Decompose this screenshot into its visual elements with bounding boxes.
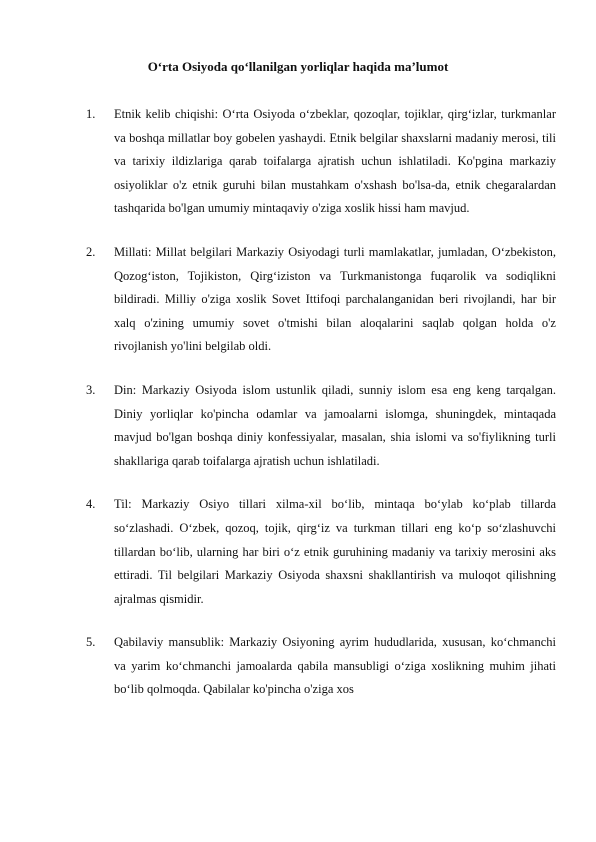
list-item-text: Til: Markaziy Osiyo tillari xilma-xil bo‘lib, mintaqa bo‘ylab ko‘plab tillarda so‘zlashadi. O‘zbek, qozoq, tojik, qirg‘iz va turkman tillari eng ko‘p so‘zlashuvchi tillardan bo‘lib, ularning har biri o‘z etnik guruhining madaniy va tarixiy merosini aks ettiradi. Til belgilari Markaziy Osiyoda shaxsni shakllantirish va muloqot qilishning ajralmas qismidir. [114, 497, 556, 606]
list-item [86, 631, 556, 702]
list-item-text: Qabilaviy mansublik: Markaziy Osiyoning ayrim hududlarida, xususan, ko‘chmanchi va yarim ko‘chmanchi jamoalarda qabila mansubligi o‘ziga xoslikning muhim jihati bo‘lib qolmoqda. Qabilalar ko'pincha o'ziga xos [114, 635, 556, 697]
list-item-text: Millati: Millat belgilari Markaziy Osiyodagi turli mamlakatlar, jumladan, O‘zbekiston, Qozog‘iston, Tojikiston, Qirg‘iziston va Turkmanistonga fuqarolik va sodiqlikni bildiradi. Milliy o'ziga xoslik Sovet Ittifoqi parchalanganidan beri rivojlandi, har bir xalq o'zining umumiy sovet o'tmishi bilan aloqalarini saqlab qolgan holda o'z rivojlanish yo'lini belgilab oldi. [114, 244, 556, 354]
list-item-number: 1. [86, 107, 96, 121]
list-item-number: 5. [86, 635, 96, 650]
list-item-text: Etnik kelib chiqishi: O‘rta Osiyoda o‘zbeklar, qozoqlar, tojiklar, qirg‘izlar, turkmanlar va boshqa millatlar boy gobelen yashaydi. Etnik belgilar shaxslarni madaniy merosi, tili va tarixiy ildizlariga qarab toifalarga ajratish uchun ishlatiladi. Ko'pgina markaziy osiyoliklar o'z etnik guruhi bilan mustahkam o'xshash bo'lsa-da, etnik chegaralardan tashqarida bo'lgan umumiy mintaqaviy o'ziga xoslik hissi ham mavjud. [114, 107, 556, 216]
list-item [86, 379, 556, 473]
numbered-list [86, 103, 556, 722]
list-item [86, 493, 556, 611]
document-title: O‘rta Osiyoda qo‘llanilgan yorliqlar haqida ma’lumot [147, 59, 449, 74]
list-item-number: 3. [86, 382, 96, 397]
list-item [86, 103, 556, 221]
list-item-text: Din: Markaziy Osiyoda islom ustunlik qiladi, sunniy islom esa eng keng tarqalgan. Diniy yorliqlar ko'pincha odamlar va jamoalarni islomga, shuningdek, mintaqada mavjud bo'lgan boshqa diniy konfessiyalar, masalan, shia islomi va so'fiylikning turli shakllariga qarab toifalarga ajratish uchun ishlatiladi. [114, 382, 556, 468]
list-item-number: 4. [86, 497, 96, 512]
list-item-number: 2. [86, 244, 96, 259]
list-item [86, 241, 556, 359]
